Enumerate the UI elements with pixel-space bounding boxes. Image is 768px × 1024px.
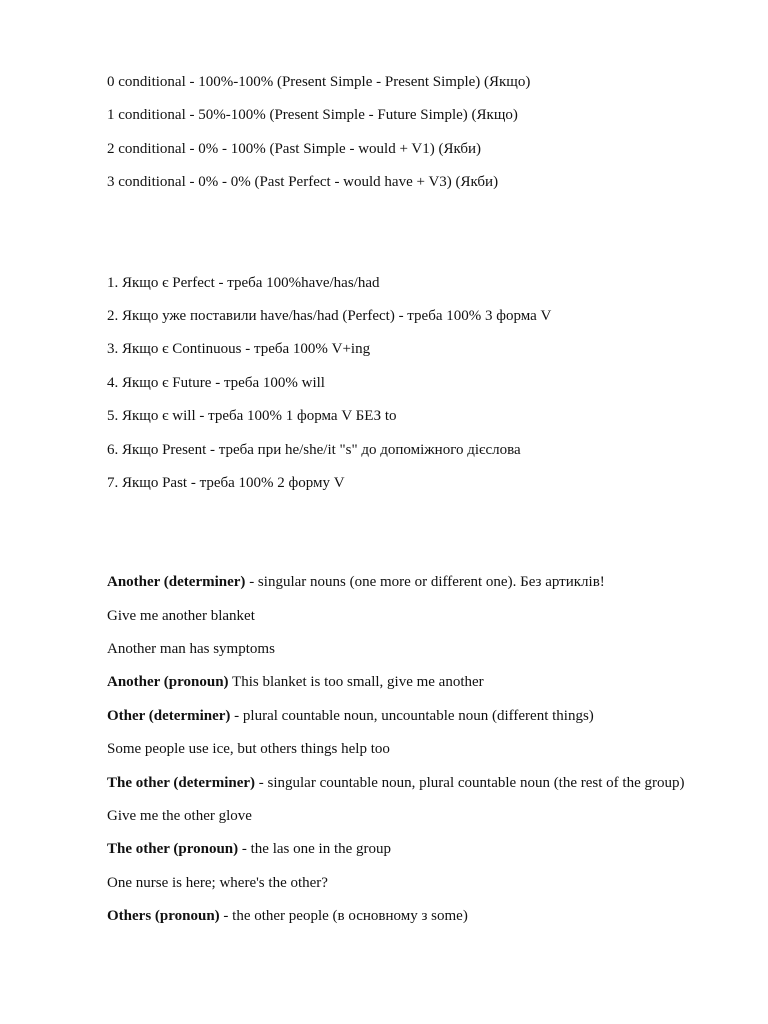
term: Another (pronoun) xyxy=(107,674,229,691)
definition-line xyxy=(107,572,747,605)
rule-line: 5. Якщо є will - треба 100% 1 форма V БЕЗ to xyxy=(107,408,397,425)
definition-line xyxy=(107,706,747,739)
definition-line xyxy=(107,906,747,939)
term: The other (determiner) xyxy=(107,774,256,791)
rule-line: 4. Якщо є Future - треба 100% will xyxy=(107,374,325,391)
term: Other (determiner) xyxy=(107,707,231,724)
rules-section xyxy=(107,273,747,507)
definition-text: This blanket is too small, give me another xyxy=(228,674,484,691)
definition-line xyxy=(107,773,747,806)
conditionals-section xyxy=(107,72,747,206)
example-line xyxy=(107,739,747,772)
rule-line: 2. Якщо уже поставили have/has/had (Perfect) - треба 100% 3 форма V xyxy=(107,307,552,324)
definition-text: - singular countable noun, plural countable noun (the rest of the group) xyxy=(255,774,685,791)
example-text: One nurse is here; where's the other? xyxy=(107,874,328,891)
definition-line xyxy=(107,839,747,872)
example-line xyxy=(107,606,747,639)
definition-text: - singular nouns (one more or different one). Без артиклів! xyxy=(245,574,605,591)
term: Another (determiner) xyxy=(107,574,246,591)
definition-text: - plural countable noun, uncountable noun (different things) xyxy=(230,707,594,724)
example-line xyxy=(107,806,747,839)
example-text: Another man has symptoms xyxy=(107,641,275,658)
term: The other (pronoun) xyxy=(107,841,239,858)
example-line xyxy=(107,873,747,906)
conditional-line: 2 conditional - 0% - 100% (Past Simple - would + V1) (Якби) xyxy=(107,140,482,157)
rule-line: 7. Якщо Past - треба 100% 2 форму V xyxy=(107,474,345,491)
document-page xyxy=(107,72,747,940)
rule-line: 6. Якщо Present - треба при he/she/it "s" до допоміжного дієслова xyxy=(107,441,521,458)
example-text: Give me another blanket xyxy=(107,607,255,624)
rule-line: 3. Якщо є Continuous - треба 100% V+ing xyxy=(107,341,371,358)
definition-line xyxy=(107,672,747,705)
another-other-section xyxy=(107,572,747,939)
definition-text: - the las one in the group xyxy=(238,841,392,858)
conditional-line: 1 conditional - 50%-100% (Present Simple - Future Simple) (Якщо) xyxy=(107,107,518,124)
example-text: Some people use ice, but others things help too xyxy=(107,741,390,758)
conditional-line: 0 conditional - 100%-100% (Present Simple - Present Simple) (Якщо) xyxy=(107,74,531,90)
spacer xyxy=(107,206,747,273)
example-line xyxy=(107,639,747,672)
conditional-line: 3 conditional - 0% - 0% (Past Perfect - would have + V3) (Якби) xyxy=(107,174,499,191)
definition-text: - the other people (в основному з some) xyxy=(219,908,468,925)
rule-line: 1. Якщо є Perfect - треба 100%have/has/had xyxy=(107,274,380,291)
spacer xyxy=(107,506,747,572)
term: Others (pronoun) xyxy=(107,908,220,925)
example-text: Give me the other glove xyxy=(107,808,252,825)
